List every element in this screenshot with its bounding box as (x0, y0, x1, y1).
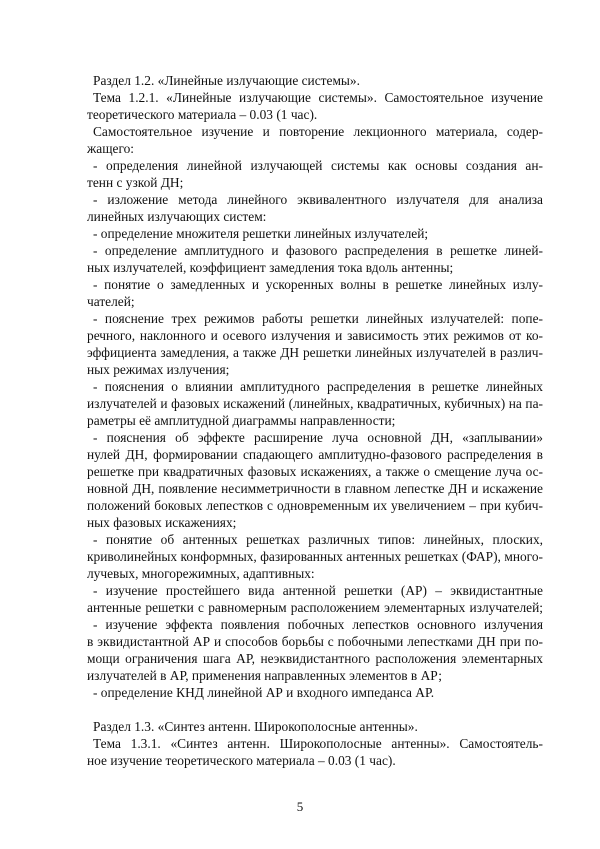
section-1-2-heading: Раздел 1.2. «Линейные излучающие системы». (93, 73, 360, 88)
list-item-line: - понятие о замедленных и ускоренных волны в решетке линейных излу- (93, 277, 543, 292)
list-item-line: излучателей в АР, применения направленных элементов в АР; (87, 668, 442, 683)
list-item-line: - пояснения об эффекте расширение луча основной ДН, «заплывании» (93, 430, 543, 445)
list-item-line: лучевых, многорежимных, адаптивных: (87, 566, 315, 581)
list-item-line: антенные решетки с равномерным расположением элементарных излучателей; (87, 600, 543, 615)
list-item-line: решетке при квадратичных фазовых искажениях, а также о смещение луча ос- (87, 464, 543, 479)
topic-1-3-1-line: Тема 1.3.1. «Синтез антенн. Широкополосные антенны». Самостоятель- (93, 736, 543, 751)
list-item-line: эффициента замедления, а также ДН решетки линейных излучателей в различ- (87, 345, 543, 360)
list-item-line: мощи ограничения шага АР, неэквидистантного расположения элементарных (87, 651, 543, 666)
list-item-line: - определения линейной излучающей системы как основы создания ан- (93, 158, 543, 173)
list-item-line: - определение амплитудного и фазового распределения в решетке линей- (93, 243, 543, 258)
list-item-line: - изучение эффекта появления побочных лепестков основного излучения (93, 617, 543, 632)
list-item-line: тенн с узкой ДН; (87, 175, 184, 190)
list-item-line: ных режимах излучения; (87, 362, 230, 377)
list-item-line: нулей ДН, формировании спадающего амплитудно-фазового распределения в (87, 447, 543, 462)
list-item-line: в эквидистантной АР и способов борьбы с побочными лепестками ДН при по- (87, 634, 543, 649)
list-item-line: положений боковых лепестков с одновременным их увеличением – при кубич- (87, 498, 543, 513)
list-item-line: - понятие об антенных решетках различных типов: линейных, плоских, (93, 532, 543, 547)
list-item-line: раметры её амплитудной диаграммы направленности; (87, 413, 396, 428)
list-item-line: - определение КНД линейной АР и входного импеданса АР. (93, 685, 435, 700)
list-item-line: чателей; (87, 294, 135, 309)
list-item-line: - изучение простейшего вида антенной решетки (АР) – эквидистантные (93, 583, 543, 598)
list-item-line: - пояснение трех режимов работы решетки линейных излучателей: попе- (93, 311, 543, 326)
section-1-3-heading: Раздел 1.3. «Синтез антенн. Широкополосные антенны». (93, 719, 418, 734)
paragraph-line: Самостоятельное изучение и повторение лекционного материала, содер- (93, 124, 543, 139)
list-item-line: криволинейных конформных, фазированных антенных решетках (ФАР), много- (87, 549, 543, 564)
paragraph-line: жащего: (87, 141, 135, 156)
list-item-line: речного, наклонного и осевого излучения и зависимость этих режимов от ко- (87, 328, 543, 343)
list-item-line: - определение множителя решетки линейных излучателей; (93, 226, 429, 241)
list-item-line: новной ДН, появление несимметричности в главном лепестке ДН и искажение (87, 481, 543, 496)
list-item-line: - изложение метода линейного эквивалентного излучателя для анализа (93, 192, 543, 207)
topic-1-3-1-line: ное изучение теоретического материала – 0.03 (1 час). (87, 753, 396, 768)
list-item-line: излучателей и фазовых искажений (линейных, квадратичных, кубичных) на па- (87, 396, 543, 411)
list-item-line: ных излучателей, коэффициент замедления тока вдоль антенны; (87, 260, 454, 275)
list-item-line: ных фазовых искажениях; (87, 515, 237, 530)
topic-1-2-1-line: теоретического материала – 0.03 (1 час). (87, 107, 318, 122)
list-item-line: линейных излучающих систем: (87, 209, 267, 224)
topic-1-2-1-line: Тема 1.2.1. «Линейные излучающие системы». Самостоятельное изучение (93, 90, 543, 105)
list-item-line: - пояснения о влиянии амплитудного распределения в решетке линейных (93, 379, 543, 394)
page-number: 5 (296, 799, 304, 814)
